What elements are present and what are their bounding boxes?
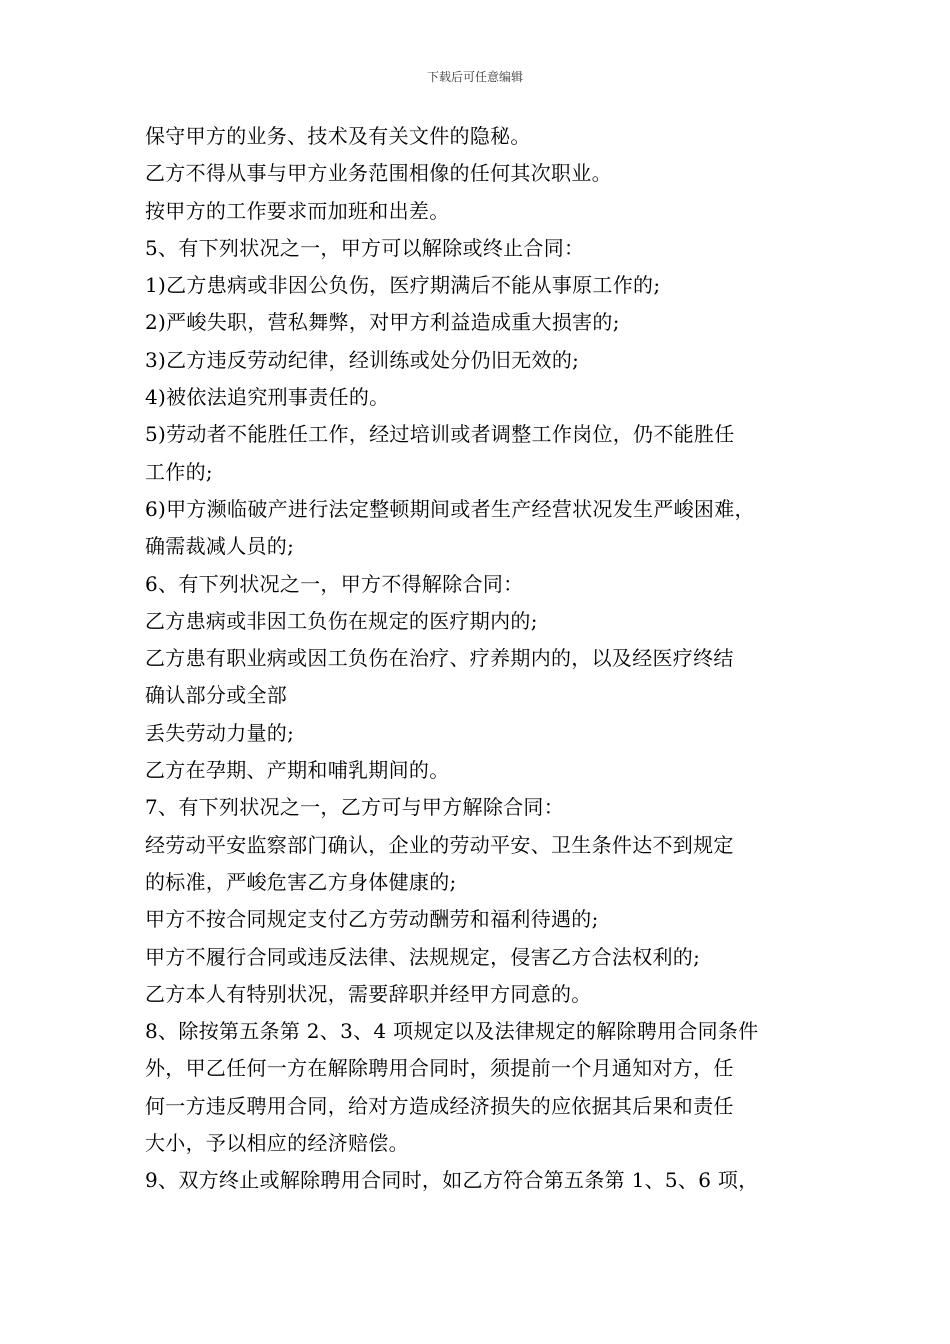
- text-line: 经劳动平安监察部门确认，企业的劳动平安、卫生条件达不到规定: [145, 832, 734, 857]
- text-line: 4)被依法追究刑事责任的。: [145, 385, 390, 410]
- text-line: 5、有下列状况之一，甲方可以解除或终止合同：: [145, 235, 585, 260]
- text-line: 8、除按第五条第 2、3、4 项规定以及法律规定的解除聘用合同条件: [145, 1019, 759, 1044]
- text-line: 乙方患病或非因工负伤在规定的医疗期内的;: [145, 608, 538, 633]
- text-line: 乙方患有职业病或因工负伤在治疗、疗养期内的，以及经医疗终结: [145, 646, 734, 671]
- text-line: 2)严峻失职，营私舞弊，对甲方利益造成重大损害的;: [145, 310, 620, 335]
- text-line: 大小，予以相应的经济赔偿。: [145, 1131, 409, 1156]
- text-line: 确认部分或全部: [145, 683, 288, 708]
- text-line: 保守甲方的业务、技术及有关文件的隐秘。: [145, 124, 531, 148]
- text-line: 乙方不得从事与甲方业务范围相像的任何其次职业。: [145, 161, 612, 186]
- text-line: 5)劳动者不能胜任工作，经过培训或者调整工作岗位，仍不能胜任: [145, 422, 735, 447]
- text-line: 工作的;: [145, 459, 213, 484]
- text-line: 7、有下列状况之一，乙方可与甲方解除合同：: [145, 795, 565, 820]
- page-header: 下载后可任意编辑: [426, 70, 523, 84]
- text-line: 丢失劳动力量的;: [145, 720, 295, 745]
- text-line: 6)甲方濒临破产进行法定整顿期间或者生产经营状况发生严峻困难，: [145, 496, 755, 521]
- text-line: 6、有下列状况之一，甲方不得解除合同：: [145, 571, 524, 596]
- text-line: 外，甲乙任何一方在解除聘用合同时，须提前一个月通知对方，任: [145, 1056, 734, 1081]
- text-line: 确需裁减人员的;: [145, 534, 295, 559]
- text-line: 1)乙方患病或非因公负伤，医疗期满后不能从事原工作的;: [145, 273, 661, 298]
- text-line: 乙方在孕期、产期和哺乳期间的。: [145, 758, 450, 783]
- text-line: 9、双方终止或解除聘用合同时，如乙方符合第五条第 1、5、6 项，: [145, 1168, 759, 1193]
- text-line: 甲方不履行合同或违反法律、法规规定，侵害乙方合法权利的;: [145, 944, 701, 969]
- document-body: [145, 118, 815, 1200]
- text-line: 何一方违反聘用合同，给对方造成经济损失的应依据其后果和责任: [145, 1093, 734, 1118]
- text-line: 3)乙方违反劳动纪律，经训练或处分仍旧无效的;: [145, 347, 580, 372]
- text-line: 的标准，严峻危害乙方身体健康的;: [145, 869, 457, 894]
- text-line: 按甲方的工作要求而加班和出差。: [145, 198, 450, 223]
- text-line: 乙方本人有特别状况，需要辞职并经甲方同意的。: [145, 981, 592, 1006]
- text-line: 甲方不按合同规定支付乙方劳动酬劳和福利待遇的;: [145, 907, 599, 932]
